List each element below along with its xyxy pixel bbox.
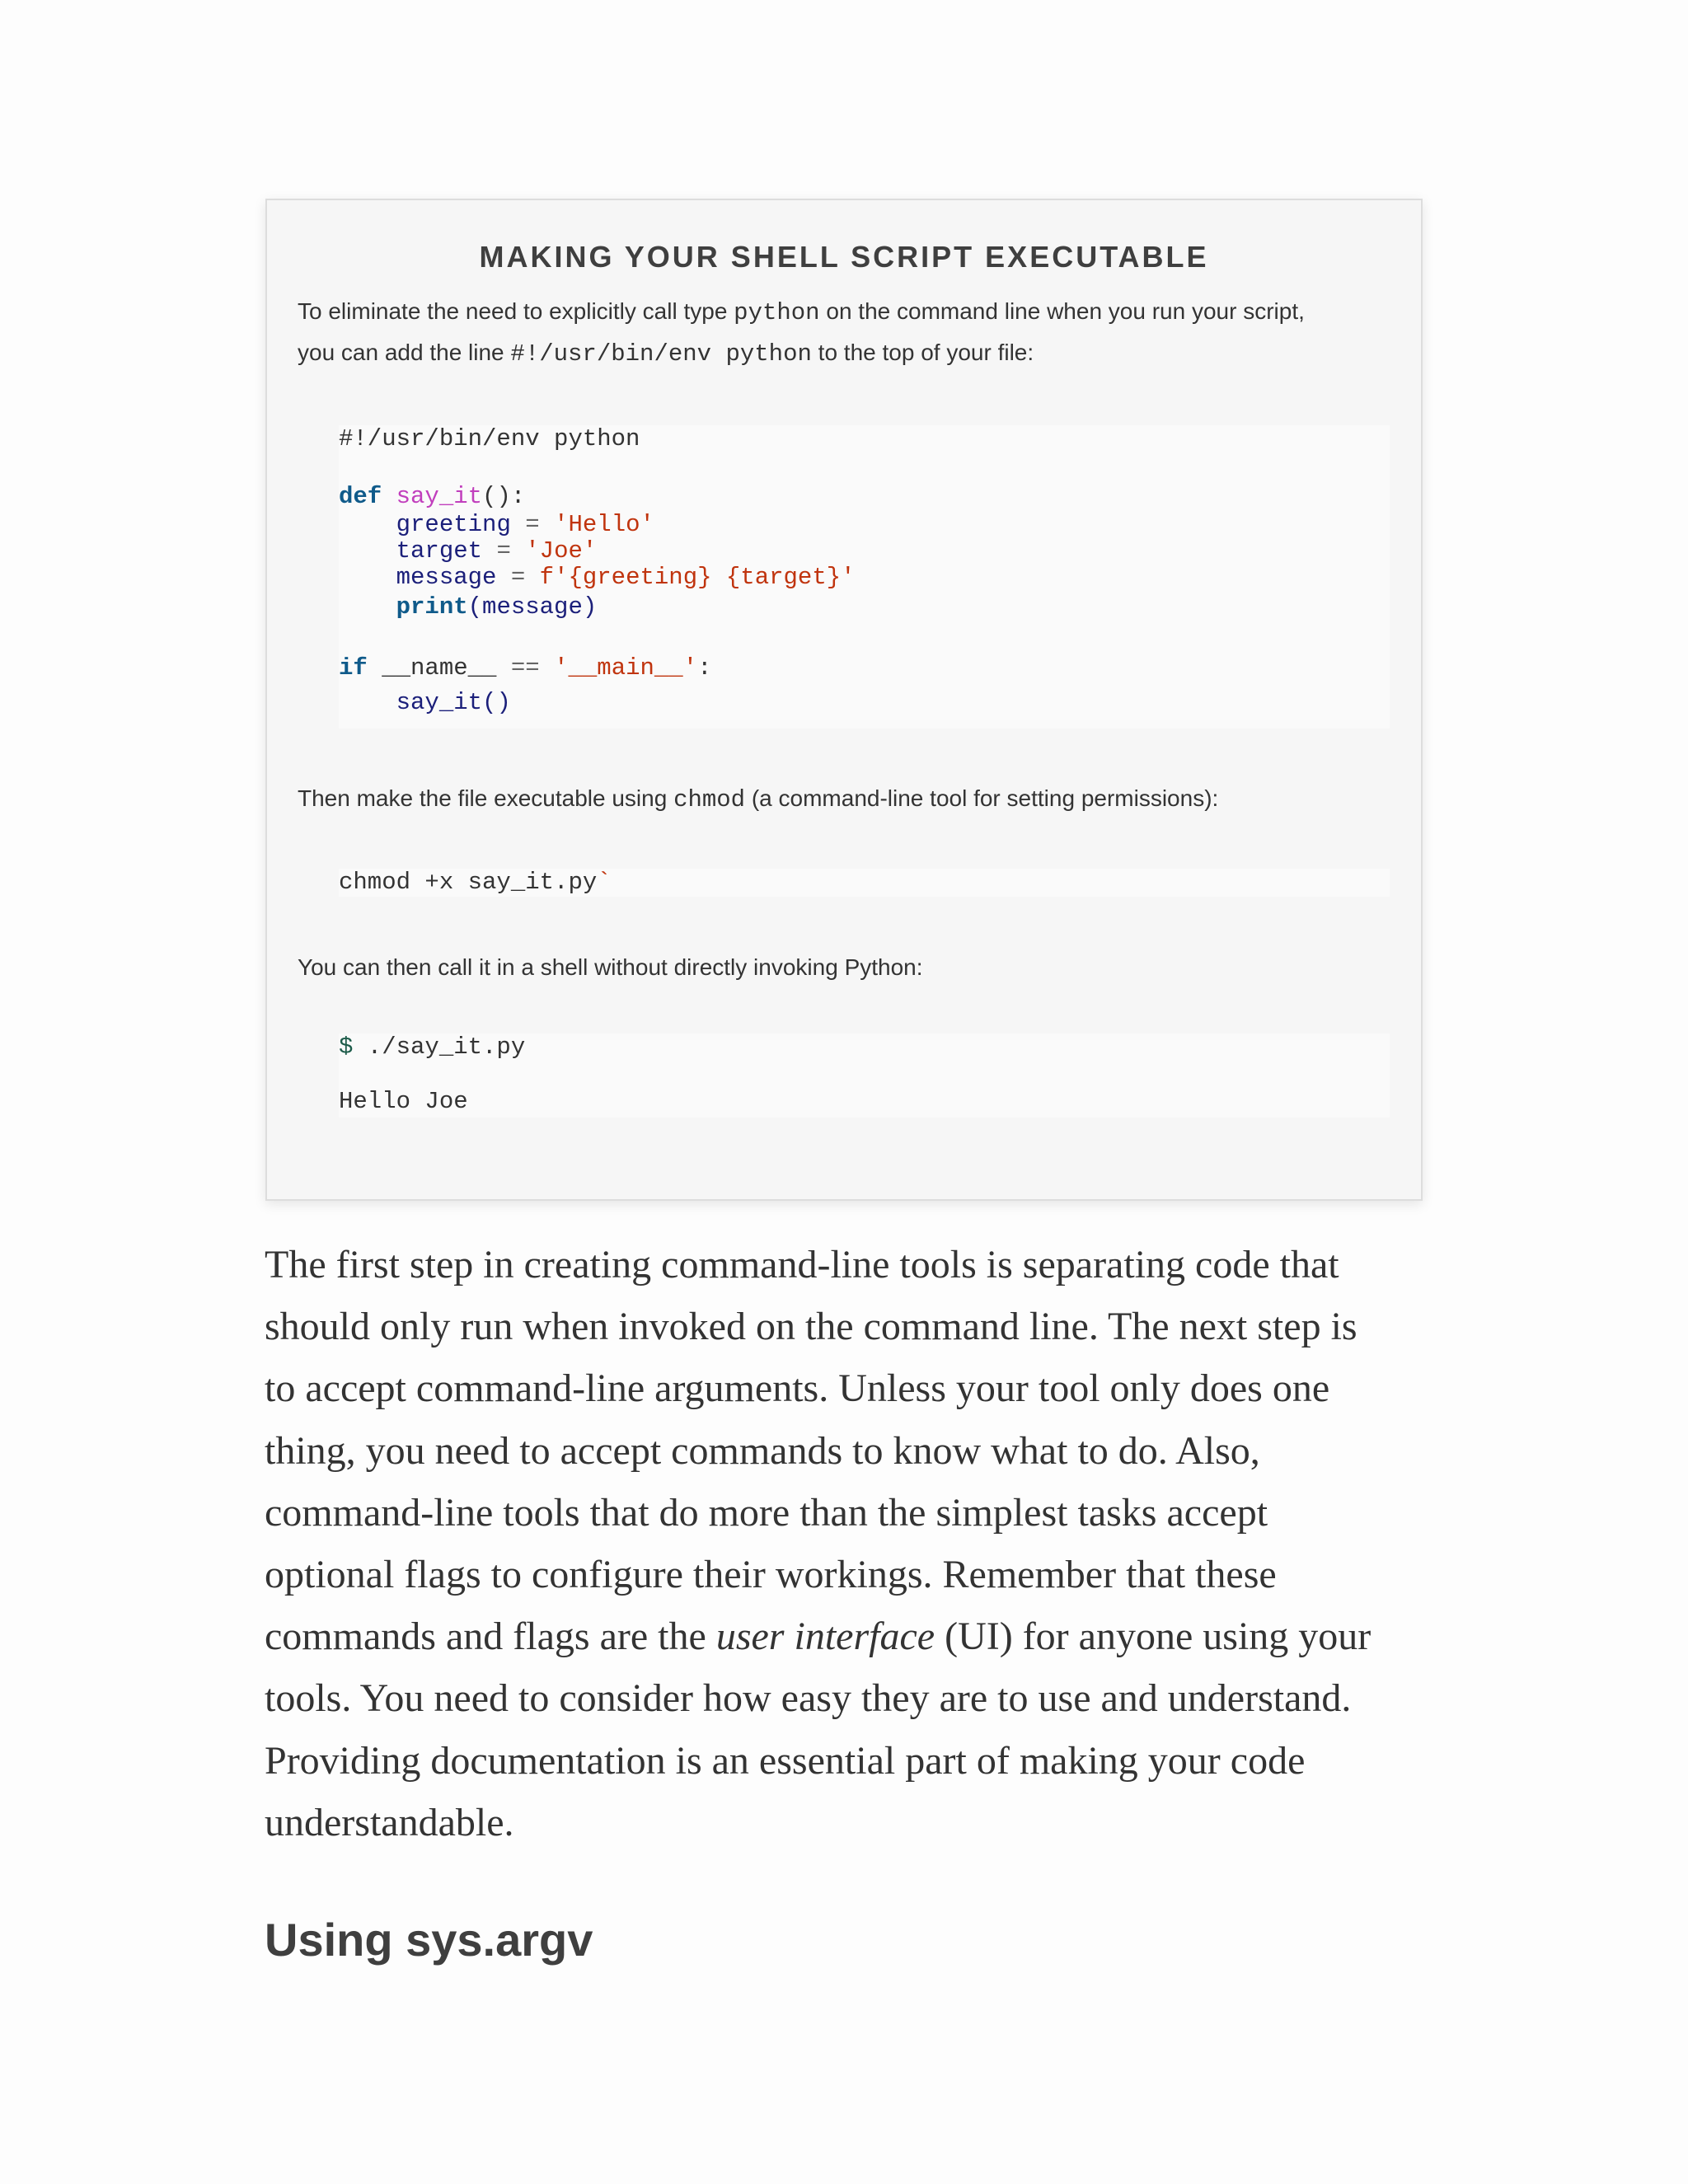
code-line-if: if __name__ == '__main__':: [339, 654, 712, 682]
code-line-message: message = f'{greeting} {target}': [396, 564, 856, 591]
inline-code-shebang: #!/usr/bin/env python: [510, 340, 812, 368]
inline-code-chmod: chmod: [673, 786, 746, 813]
code-line-def: def say_it():: [339, 483, 526, 510]
code-line-output: Hello Joe: [339, 1088, 468, 1115]
shell-code-block: [339, 1033, 1390, 1118]
chmod-code-block: [339, 869, 1390, 897]
sidebar-shell-paragraph: You can then call it in a shell without directly invoking Python:: [298, 954, 923, 980]
sidebar-title: MAKING YOUR SHELL SCRIPT EXECUTABLE: [479, 240, 1209, 274]
code-line-greeting: greeting = 'Hello': [396, 511, 654, 538]
code-line-print: print(message): [396, 593, 598, 621]
section-heading: Using sys.argv: [265, 1914, 593, 1966]
sidebar-intro-paragraph: To eliminate the need to explicitly call type python on the command line when you run your script, you can add the line #!/usr/bin/env python to the top of your file:: [298, 298, 1305, 368]
code-line-shebang: #!/usr/bin/env python: [339, 425, 640, 452]
inline-code-python: python: [734, 299, 820, 326]
code-line-prompt: $ ./say_it.py: [339, 1033, 526, 1061]
sidebar-chmod-paragraph: Then make the file executable using chmod (a command-line tool for setting permissions):: [298, 785, 1219, 813]
code-line-call: say_it(): [396, 689, 511, 716]
code-line-chmod: chmod +x say_it.py`: [339, 869, 612, 896]
body-paragraph: The first step in creating command-line tools is separating code that should only run when invoked on the command line. The next step is to accept command-line arguments. Unless your tool only does one thing, you need to accept commands to know what to do. Also, command-line tools that do more than the simplest tasks accept optional flags to configure their workings. Remember that these commands and flags are the user interface (UI) for anyone using your tools. You need to consider how easy they are to use and understand. Providing documentation is an essential part of making your code understandable.: [265, 1243, 1372, 1844]
code-line-target: target = 'Joe': [396, 537, 598, 565]
emphasis-user-interface: user interface: [715, 1615, 935, 1659]
script-code-block: [339, 425, 1390, 729]
